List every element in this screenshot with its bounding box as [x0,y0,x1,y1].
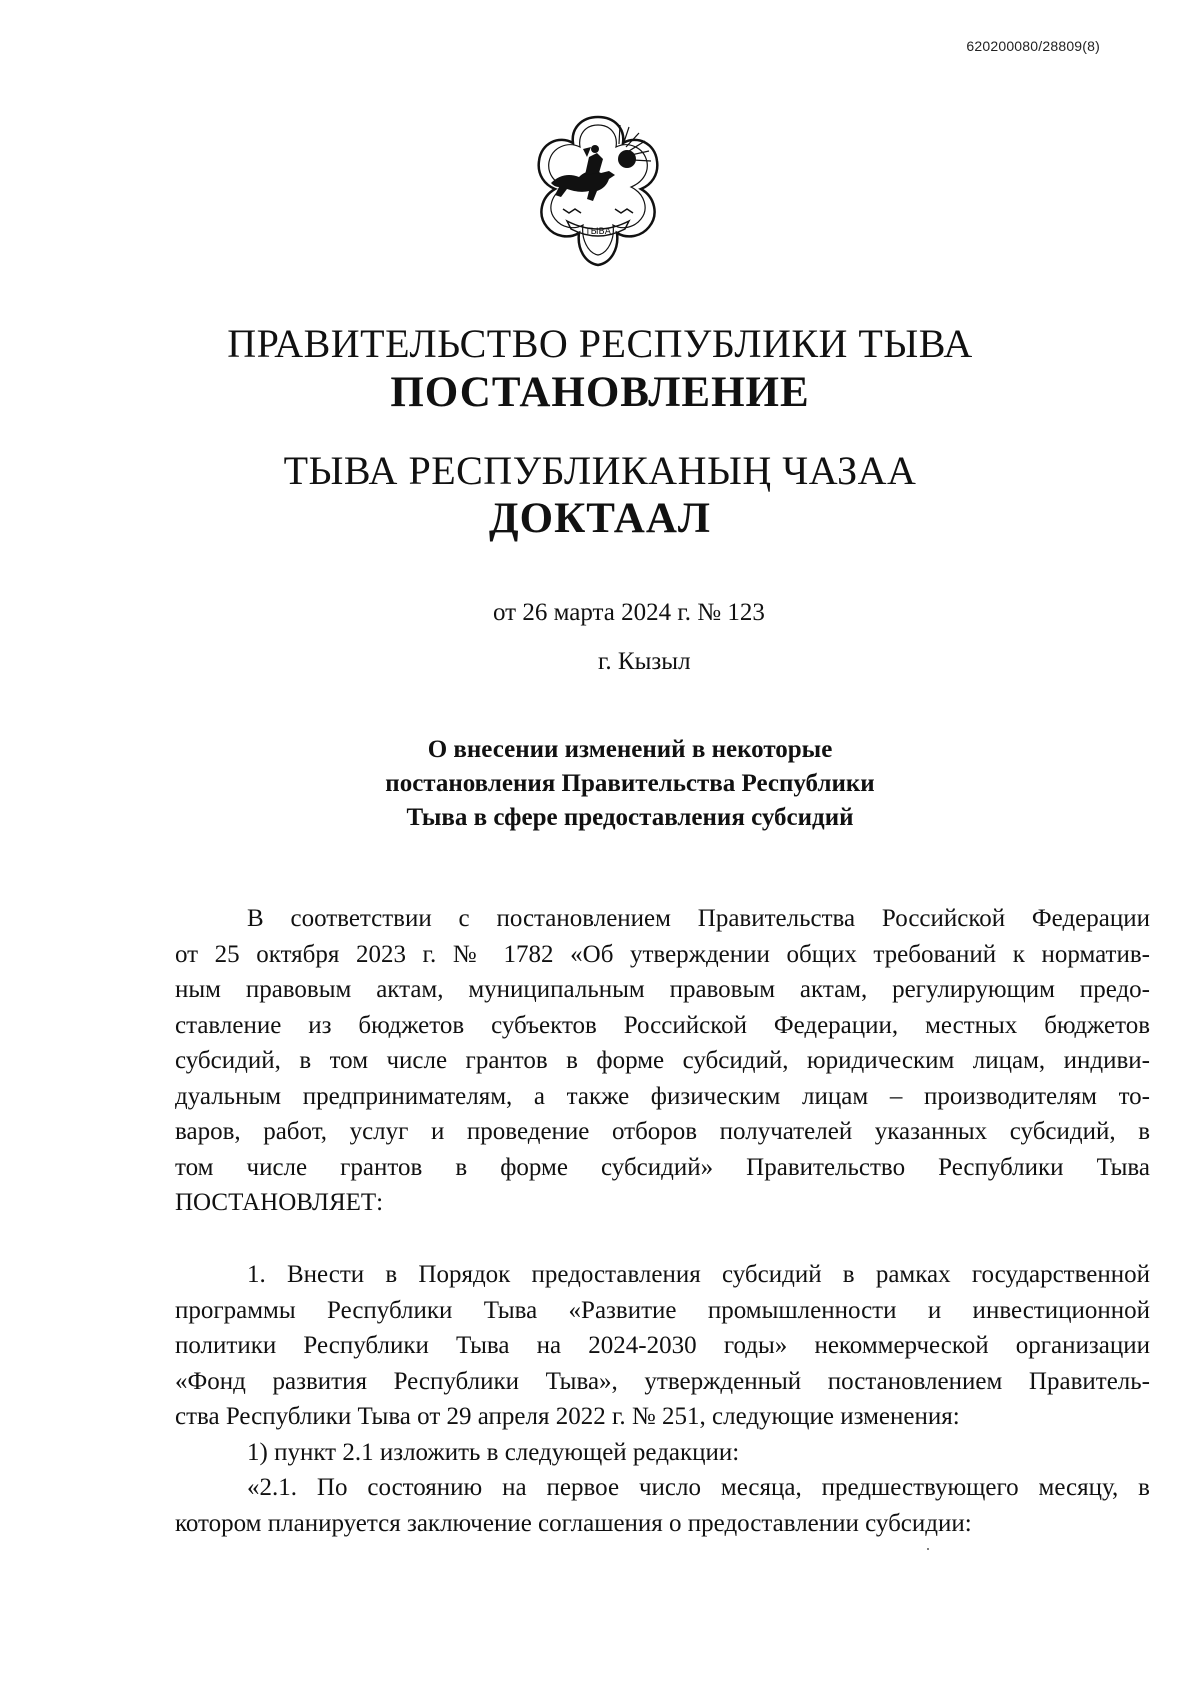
document-city: г. Кызыл [598,648,691,675]
text-line: «Фонд развития Республики Тыва», утвержденный постановлением Правитель- [175,1367,1150,1395]
document-subject [300,733,960,835]
subject-line: О внесении изменений в некоторые [427,736,833,763]
text-line: политики Республики Тыва на 2024-2030 годы» некоммерческой организации [175,1332,1150,1359]
preamble-paragraph [175,901,1150,1221]
document-id: 620200080/28809(8) [966,38,1100,54]
text-line: ПОСТАНОВЛЯЕТ: [175,1189,384,1216]
scan-speck [927,1548,929,1550]
subject-line: постановления Правительства Республики [385,770,875,797]
text-line: ставление из бюджетов субъектов Российской Федерации, местных бюджетов [175,1011,1150,1039]
government-name-tyv: ТЫВА РЕСПУБЛИКАНЫҢ ЧАЗАА [283,448,917,493]
government-name-ru: ПРАВИТЕЛЬСТВО РЕСПУБЛИКИ ТЫВА [227,321,973,366]
text-line: 1) пункт 2.1 изложить в следующей редакции: [247,1438,740,1466]
text-line: В соответствии с постановлением Правительства Российской Федерации [247,905,1150,932]
text-line: субсидий, в том числе грантов в форме субсидий, юридическим лицам, индиви- [175,1047,1150,1074]
document-type-tyv: ДОКТААЛ [489,495,711,542]
text-line: котором планируется заключение соглашения о предоставлении субсидии: [175,1509,972,1537]
text-line: программы Республики Тыва «Развитие промышленности и инвестиционной [175,1296,1150,1324]
text-line: «2.1. По состоянию на первое число месяца, предшествующего месяцу, в [247,1474,1150,1501]
tuva-emblem-icon [523,113,673,269]
document-type-ru: ПОСТАНОВЛЕНИЕ [390,369,810,416]
text-line: ным правовым актам, муниципальным правовым актам, регулирующим предо- [175,976,1150,1003]
text-line: от 25 октября 2023 г. № 1782 «Об утверждении общих требований к норматив- [175,940,1150,968]
text-line: дуальным предпринимателям, а также физическим лицам – производителям то- [175,1082,1150,1110]
text-line: 1. Внести в Порядок предоставления субсидий в рамках государственной [247,1261,1150,1288]
text-line: ства Республики Тыва от 29 апреля 2022 г. № 251, следующие изменения: [175,1403,960,1430]
text-line: варов, работ, услуг и проведение отборов получателей указанных субсидий, в [175,1118,1150,1145]
emblem-ribbon-text: ТЫВА [585,227,611,237]
text-line: том числе грантов в форме субсидий» Правительство Республики Тыва [175,1153,1150,1181]
subject-line: Тыва в сфере предоставления субсидий [406,804,854,831]
item-1-paragraph [175,1257,1150,1541]
document-date-number: от 26 марта 2024 г. № 123 [493,599,765,626]
